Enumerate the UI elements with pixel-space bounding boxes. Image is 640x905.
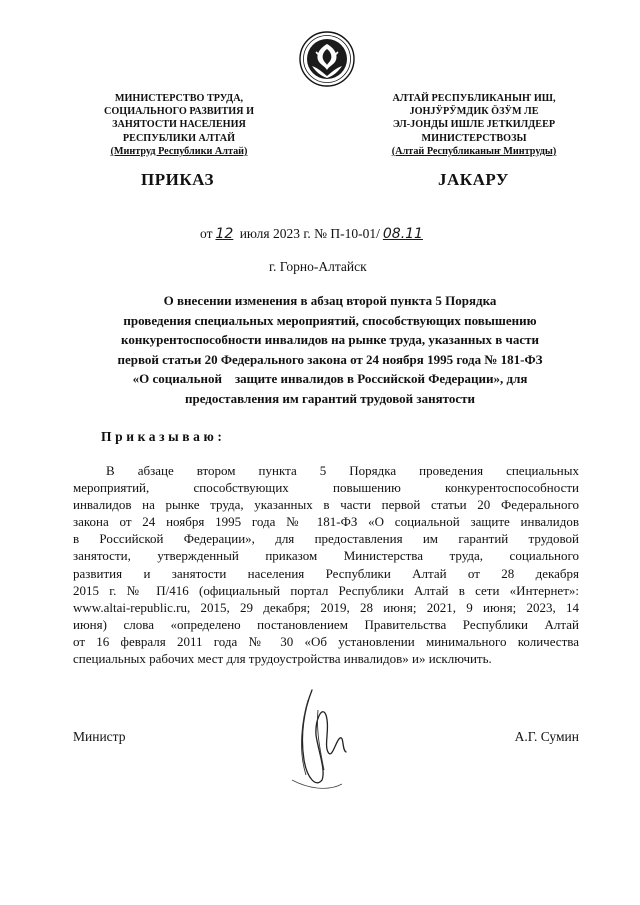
date-prefix: от bbox=[200, 226, 213, 241]
header-right-line: ЭЛ-ЈОНДЫ ИШЛЕ ЈЕТКИЛДЕЕР bbox=[392, 119, 556, 131]
header-left-line: СОЦИАЛЬНОГО РАЗВИТИЯ И bbox=[103, 106, 255, 118]
title-line: проведения специальных мероприятий, способствующих повышению bbox=[123, 312, 537, 328]
title-line: предоставления им гарантий трудовой занятости bbox=[184, 390, 476, 406]
header-right-line: МИНИСТЕРСТВОЗЫ bbox=[421, 132, 527, 144]
body-line: мероприятий, способствующих повышению конкурентоспособности bbox=[73, 480, 579, 496]
title-line: О внесении изменения в абзац второй пункта 5 Порядка bbox=[163, 293, 497, 308]
decree-word: Приказываю: bbox=[101, 429, 226, 444]
header-left-line: РЕСПУБЛИКИ АЛТАЙ bbox=[122, 132, 236, 144]
header-left-line: ЗАНЯТОСТИ НАСЕЛЕНИЯ bbox=[112, 119, 246, 131]
header-left-line: МИНИСТЕРСТВО ТРУДА, bbox=[114, 93, 244, 104]
signatory-name: А.Г. Сумин bbox=[514, 729, 579, 744]
order-title bbox=[82, 291, 578, 408]
title-line: «О социальной защите инвалидов в Российской Федерации», для bbox=[132, 371, 528, 386]
body-line: инвалидов на рынке труда, указанных в части первой статьи 20 Федерального bbox=[73, 497, 579, 513]
body-line: июня) слова «определено постановлением Правительства Республики Алтай bbox=[73, 616, 579, 632]
body-line: закона от 24 ноября 1995 года № 181-ФЗ «О социальной защите инвалидов bbox=[73, 514, 579, 530]
body-line: занятости, утвержденный приказом Министерства труда, социального bbox=[73, 548, 579, 564]
body-line: В абзаце втором пункта 5 Порядка проведения специальных bbox=[106, 463, 579, 478]
body-line: www.altai-republic.ru, 2015, 29 декабря; 2019, 28 июня; 2021, 9 июня; 2023, 14 bbox=[73, 599, 579, 615]
title-line: конкурентоспособности инвалидов на рынке труда, указанных в части bbox=[121, 332, 539, 347]
header-right-line: ЈОНЈӰРӰМДИК ӦЗӰМ ЛЕ bbox=[409, 106, 539, 118]
date-day-handwritten: 12 bbox=[215, 226, 234, 242]
header-left-ministry bbox=[73, 92, 285, 158]
date-line bbox=[200, 226, 426, 242]
header-left-abbr: (Минтруд Республики Алтай) bbox=[110, 145, 248, 157]
date-middle: июля 2023 г. № П-10-01/ bbox=[236, 226, 380, 241]
body-line: в Российской Федерации», для предоставления им гарантий трудовой bbox=[73, 531, 579, 547]
body-line: развития и занятости населения Республики Алтай от 28 декабря bbox=[73, 565, 579, 581]
order-number-handwritten: 08.11 bbox=[382, 226, 423, 242]
city: г. Горно-Алтайск bbox=[269, 259, 367, 274]
order-body bbox=[73, 462, 579, 667]
title-line: первой статьи 20 Федерального закона от 24 ноября 1995 года № 181-ФЗ bbox=[117, 351, 543, 367]
handwritten-signature-icon bbox=[282, 680, 362, 800]
header-right-line: АЛТАЙ РЕСПУБЛИКАНЫҤ ИШ, bbox=[392, 93, 556, 104]
emblem-seal-icon bbox=[298, 30, 356, 88]
signatory-role: Министр bbox=[73, 729, 126, 744]
doc-type-right: ЈАКАРУ bbox=[438, 170, 509, 189]
header-right-abbr: (Алтай Республиканыҥ Минтруды) bbox=[391, 145, 557, 157]
doc-type-left: ПРИКАЗ bbox=[141, 170, 214, 189]
body-line: от 16 февраля 2011 года № 30 «Об установлении минимального количества bbox=[73, 633, 579, 649]
body-line: 2015 г. № П/416 (официальный портал Республики Алтай в сети «Интернет»: bbox=[73, 582, 579, 598]
header-right-ministry bbox=[368, 92, 580, 158]
body-line: специальных рабочих мест для трудоустройства инвалидов» и» исключить. bbox=[73, 651, 492, 667]
